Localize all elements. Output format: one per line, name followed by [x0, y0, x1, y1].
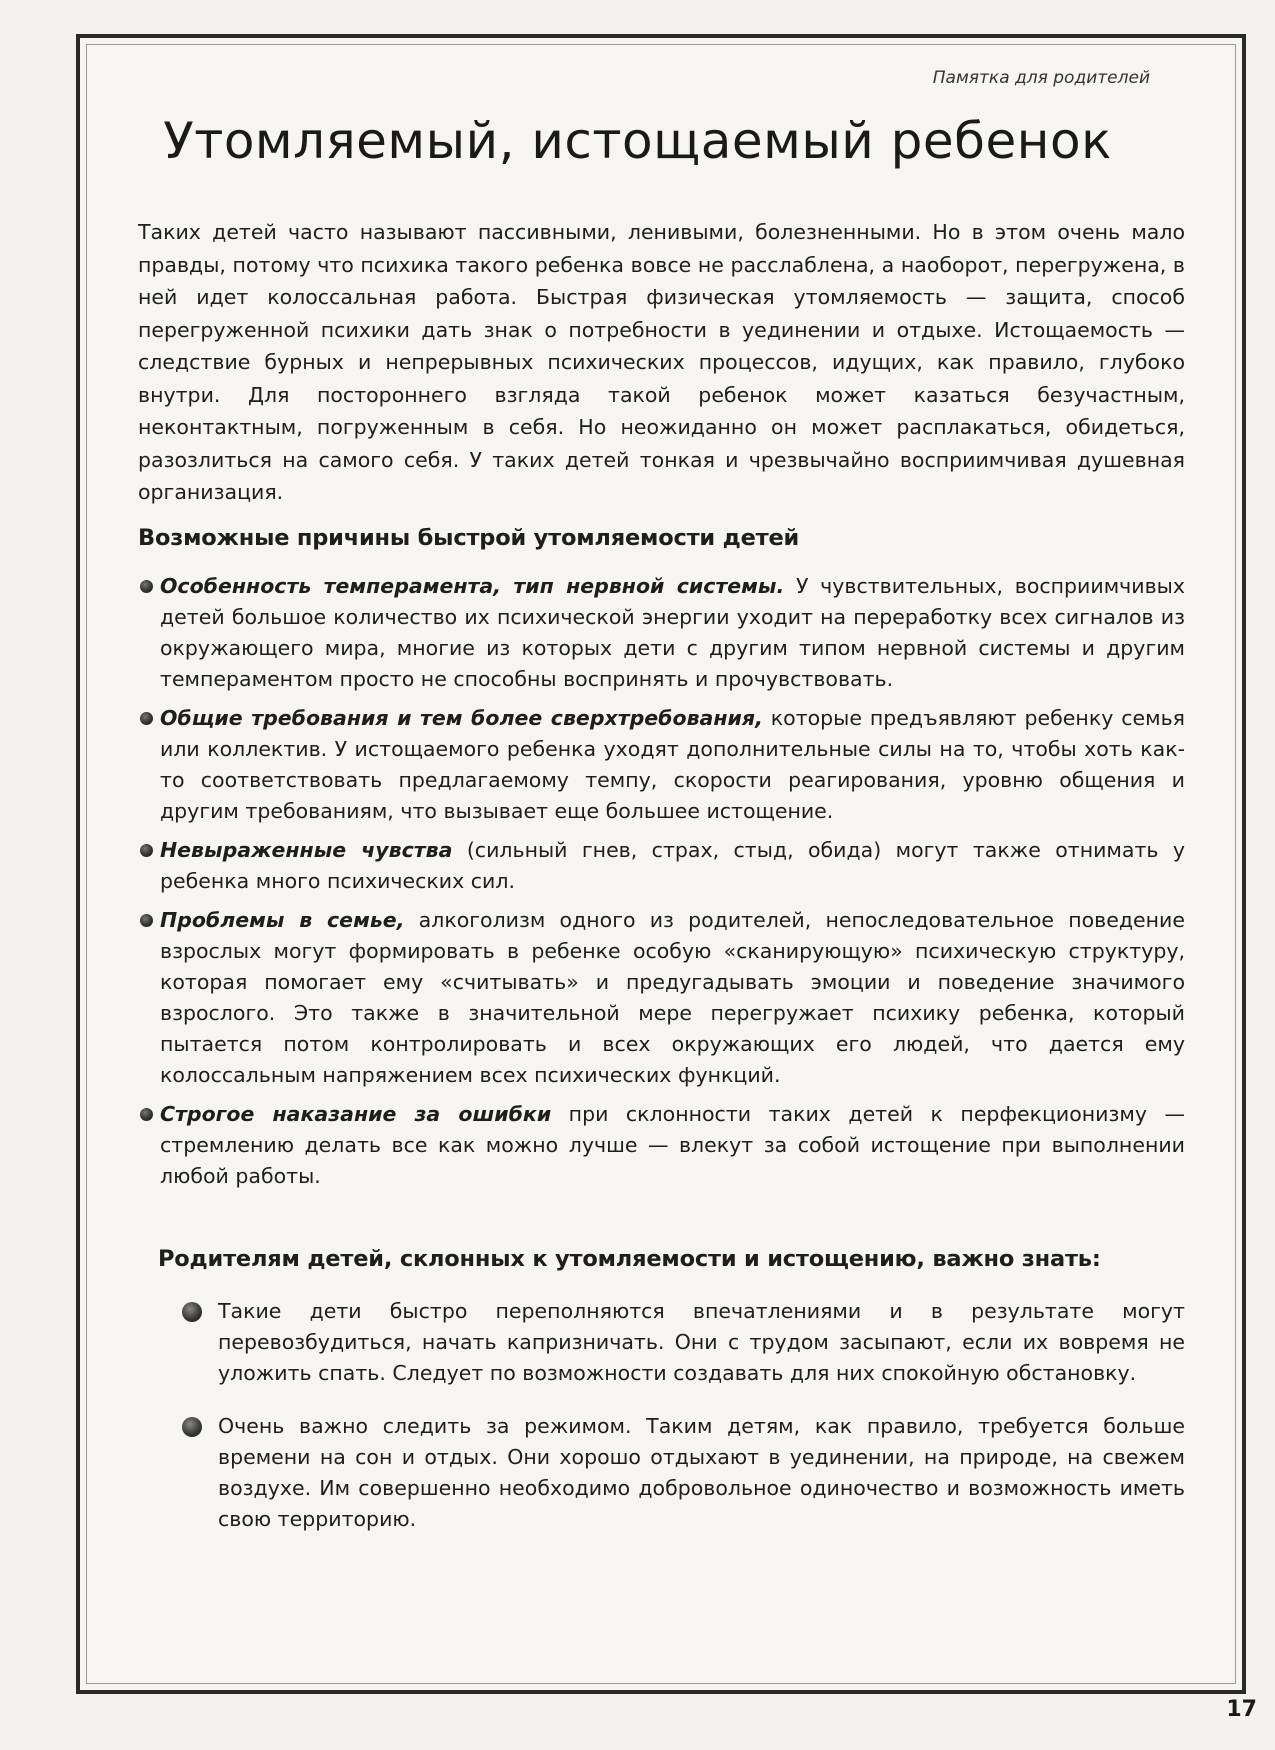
causes-list — [138, 571, 1185, 1192]
causes-heading: Возможные причины быстрой утомляемости детей — [138, 524, 800, 551]
intro-paragraph: Таких детей часто называют пассивными, ленивыми, болезненными. Но в этом очень мало правды, потому что психика такого ребенка вовсе не расслаблена, а наоборот, перегружена, в ней идет колоссальная работа. Быстрая физическая утомляемость — защита, способ перегруженной психики дать знак о потребности в уединении и отдыхе. Истощаемость — следствие бурных и непрерывных психических процессов, идущих, как правило, глубоко внутри. Для постороннего взгляда такой ребенок может казаться безучастным, неконтактным, погруженным в себя. Но неожиданно он может расплакаться, обидеться, разозлиться на самого себя. У таких детей тонкая и чрезвычайно восприимчивая душевная организация. — [138, 220, 1185, 504]
cause-text: алкоголизм одного из родителей, непоследовательное поведение взрослых могут формировать в ребенке особую «сканирующую» психическую структуру, которая помогает ему «считывать» и предугадывать эмоции и поведение значимого взрослого. Это также в значительной мере перегружает психику ребенка, который пытается потом контролировать и всех окружающих его людей, что дается ему колоссальным напряжением всех психических функций. — [160, 907, 1185, 1087]
parents-tips-list — [138, 1296, 1185, 1535]
cause-lead: Проблемы в семье, — [160, 907, 405, 932]
tip-text: Очень важно следить за режимом. Таким детям, как правило, требуется больше времени на сон и отдых. Они хорошо отдыхают в уединении, на природе, на свежем воздухе. Им совершенно необходимо добровольное одиночество и возможность иметь свою территорию. — [218, 1413, 1185, 1531]
cause-text: У чувствительных, восприимчивых детей большое количество их психической энергии уходит на переработку всех сигналов из окружающего мира, многие из которых дети с другим типом нервной системы и другим темпераментом просто не способны воспринять и прочувствовать. — [160, 573, 1185, 691]
page-title: Утомляемый, истощаемый ребенок — [163, 112, 1112, 170]
bullet-icon — [182, 1302, 202, 1322]
cause-lead: Общие требования и тем более сверхтребования, — [160, 705, 763, 730]
cause-item — [138, 905, 1185, 1091]
main-content — [138, 216, 1185, 1557]
cause-lead: Особенность темперамента, тип нервной системы. — [160, 573, 785, 598]
bullet-icon — [140, 712, 153, 725]
bullet-icon — [140, 914, 153, 927]
parents-heading: Родителям детей, склонных к утомляемости и истощению, важно знать: — [158, 1245, 1101, 1272]
tip-item — [138, 1296, 1185, 1389]
tip-item — [138, 1411, 1185, 1535]
tip-text: Такие дети быстро переполняются впечатлениями и в результате могут перевозбудиться, начать капризничать. Они с трудом засыпают, если их вовремя не уложить спать. Следует по возможности создавать для них спокойную обстановку. — [218, 1298, 1185, 1385]
cause-text: которые предъявляют ребенку семья или коллектив. У истощаемого ребенка уходят дополнительные силы на то, чтобы хоть как-то соответствовать предлагаемому темпу, скорости реагирования, уровню общения и другим требованиям, что вызывает еще большее истощение. — [160, 705, 1185, 823]
cause-lead: Невыраженные чувства — [160, 837, 453, 862]
bullet-icon — [140, 1108, 153, 1121]
page-number: 17 — [1226, 1697, 1257, 1722]
bullet-icon — [140, 580, 153, 593]
cause-text: при склонности таких детей к перфекционизму — стремлению делать все как можно лучше — влекут за собой истощение при выполнении любой работы. — [160, 1101, 1185, 1188]
cause-text: (сильный гнев, страх, стыд, обида) могут также отнимать у ребенка много психических сил. — [160, 837, 1185, 893]
bullet-icon — [140, 844, 153, 857]
cause-item — [138, 571, 1185, 695]
cause-lead: Строгое наказание за ошибки — [160, 1101, 552, 1126]
cause-item — [138, 835, 1185, 897]
cause-item — [138, 703, 1185, 827]
bullet-icon — [182, 1417, 202, 1437]
cause-item — [138, 1099, 1185, 1192]
header-note: Памятка для родителей — [932, 68, 1150, 88]
